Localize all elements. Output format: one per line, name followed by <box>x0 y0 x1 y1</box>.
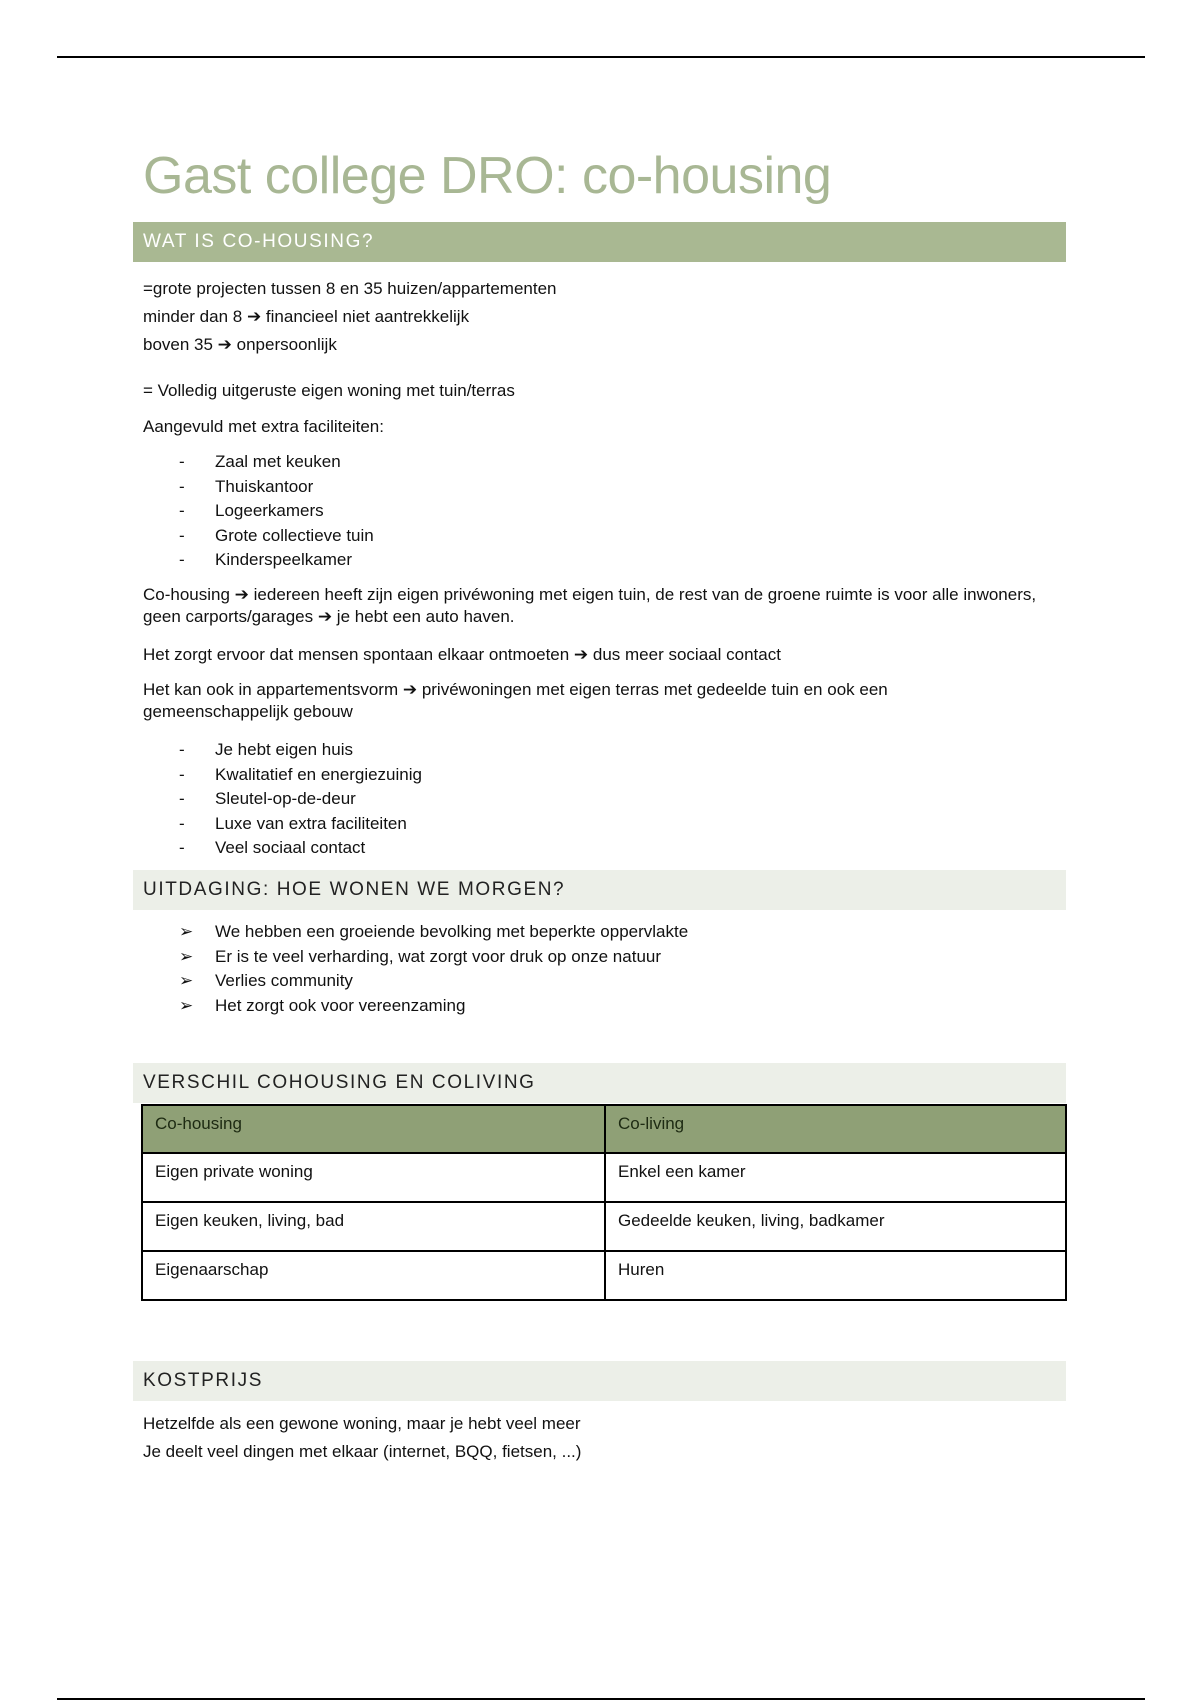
dash-marker: - <box>179 740 185 759</box>
benefits-list <box>143 739 422 862</box>
facilities-list <box>143 451 374 574</box>
arrow-bullet-icon: ➢ <box>179 971 194 990</box>
list-item: - Je hebt eigen huis <box>179 740 353 759</box>
table-row <box>142 1202 1066 1251</box>
arrow-bullet-icon: ➢ <box>179 995 194 1015</box>
wat-paragraph-1: Co-housing ➔ iedereen heeft zijn eigen privéwoning met eigen tuin, de rest van de groene ruimte is voor alle inwoners, geen carports/garages ➔ je hebt een auto haven. <box>143 585 1037 626</box>
section-heading-verschil: VERSCHIL COHOUSING EN COLIVING <box>133 1063 1066 1103</box>
comparison-table <box>141 1104 1067 1301</box>
list-item: ➢ We hebben een groeiende bevolking met beperkte oppervlakte <box>179 922 689 941</box>
table-header-cell: Co-living <box>605 1105 1066 1153</box>
list-item: ➢ Er is te veel verharding, wat zorgt voor druk op onze natuur <box>179 946 662 966</box>
table-header-row <box>142 1105 1066 1153</box>
list-item: - Logeerkamers <box>179 501 324 520</box>
table-cell: Enkel een kamer <box>605 1153 1066 1202</box>
kostprijs-line-2: Je deelt veel dingen met elkaar (internet, BQQ, fietsen, ...) <box>143 1442 582 1461</box>
arrow-bullet-icon: ➢ <box>179 946 194 966</box>
dash-marker: - <box>179 789 185 808</box>
table-cell: Eigenaarschap <box>142 1251 605 1300</box>
list-item: - Sleutel-op-de-deur <box>179 789 356 808</box>
list-item: - Kwalitatief en energiezuinig <box>179 764 422 784</box>
challenges-list <box>143 921 688 1019</box>
list-item: - Luxe van extra faciliteiten <box>179 813 407 833</box>
wat-line-2: minder dan 8 ➔ financieel niet aantrekkelijk <box>143 307 470 326</box>
dash-marker: - <box>179 452 185 471</box>
wat-line-1: =grote projecten tussen 8 en 35 huizen/appartementen <box>143 279 557 298</box>
kostprijs-line-1: Hetzelfde als een gewone woning, maar je hebt veel meer <box>143 1414 581 1433</box>
list-item: ➢ Verlies community <box>179 971 353 990</box>
list-item: - Kinderspeelkamer <box>179 550 353 569</box>
section-heading-kostprijs: KOSTPRIJS <box>133 1361 1066 1401</box>
dash-marker: - <box>179 813 185 833</box>
table-cell: Huren <box>605 1251 1066 1300</box>
table-header-cell: Co-housing <box>142 1105 605 1153</box>
page-title: Gast college DRO: co-housing <box>143 147 832 205</box>
table-cell: Eigen private woning <box>142 1153 605 1202</box>
arrow-bullet-icon: ➢ <box>179 922 194 941</box>
table-cell: Gedeelde keuken, living, badkamer <box>605 1202 1066 1251</box>
list-item: - Grote collectieve tuin <box>179 525 374 545</box>
wat-line-3: boven 35 ➔ onpersoonlijk <box>143 335 337 354</box>
top-rule <box>57 56 1145 58</box>
dash-marker: - <box>179 501 185 520</box>
dash-marker: - <box>179 838 185 857</box>
dash-marker: - <box>179 476 185 496</box>
wat-line-5: Aangevuld met extra faciliteiten: <box>143 417 384 436</box>
list-item: - Thuiskantoor <box>179 476 314 496</box>
list-item: - Veel sociaal contact <box>179 838 366 857</box>
wat-paragraph-2: Het zorgt ervoor dat mensen spontaan elkaar ontmoeten ➔ dus meer sociaal contact <box>143 645 781 664</box>
table-cell: Eigen keuken, living, bad <box>142 1202 605 1251</box>
table-row <box>142 1153 1066 1202</box>
dash-marker: - <box>179 550 185 569</box>
table-row <box>142 1251 1066 1300</box>
dash-marker: - <box>179 764 185 784</box>
section-heading-uitdaging: UITDAGING: HOE WONEN WE MORGEN? <box>133 870 1066 910</box>
list-item: - Zaal met keuken <box>179 452 341 471</box>
dash-marker: - <box>179 525 185 545</box>
list-item: ➢ Het zorgt ook voor vereenzaming <box>179 995 466 1015</box>
section-heading-wat: WAT IS CO-HOUSING? <box>133 222 1066 262</box>
wat-line-4: = Volledig uitgeruste eigen woning met tuin/terras <box>143 381 515 400</box>
wat-paragraph-3: Het kan ook in appartementsvorm ➔ privéwoningen met eigen terras met gedeelde tuin en ook een gemeenschappelijk gebouw <box>143 680 888 721</box>
